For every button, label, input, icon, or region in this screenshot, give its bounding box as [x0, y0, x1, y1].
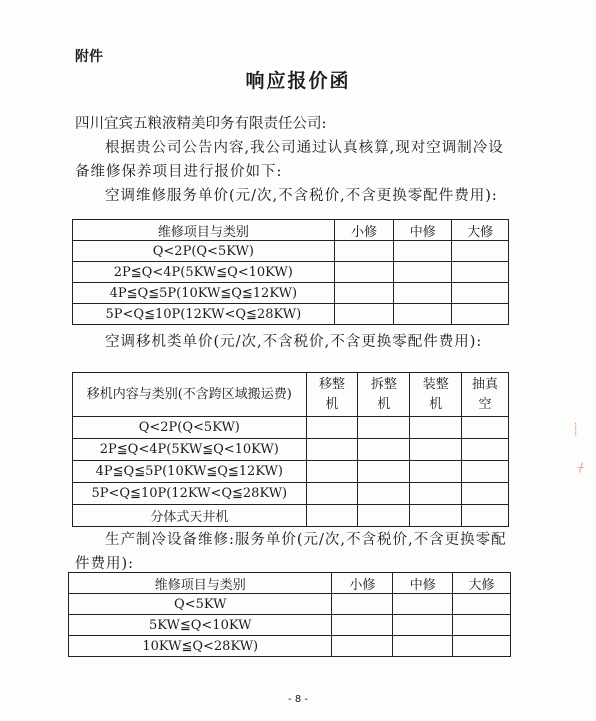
column-header: 维修项目与类别 [73, 220, 335, 241]
price-cell[interactable] [334, 304, 394, 325]
row-label: 5KW≦Q<10KW [69, 615, 332, 636]
price-cell[interactable] [334, 262, 394, 283]
table-row [69, 636, 511, 657]
table-row [73, 417, 509, 439]
price-cell[interactable] [452, 241, 509, 262]
section3-heading: 生产制冷设备维修:服务单价(元/次,不含税价,不含更换零配件费用): [75, 532, 507, 572]
price-cell[interactable] [306, 505, 358, 527]
table-row [69, 615, 511, 636]
row-label: 2P≦Q<4P(5KW≦Q<10KW) [73, 439, 307, 461]
row-label: Q<5KW [69, 594, 332, 615]
price-cell[interactable] [306, 483, 358, 505]
row-label: 2P≦Q<4P(5KW≦Q<10KW) [73, 262, 335, 283]
price-cell[interactable] [452, 283, 509, 304]
relocation-price-table [72, 372, 509, 527]
price-cell[interactable] [394, 304, 452, 325]
section2-heading: 空调移机类单价(元/次,不含税价,不含更换零配件费用): [105, 334, 483, 350]
production-repair-table [68, 572, 511, 657]
price-cell[interactable] [410, 505, 462, 527]
price-cell[interactable] [410, 483, 462, 505]
price-cell[interactable] [462, 461, 509, 483]
price-cell[interactable] [394, 241, 452, 262]
table-row [73, 483, 509, 505]
price-cell[interactable] [452, 304, 509, 325]
price-cell[interactable] [393, 594, 453, 615]
price-cell[interactable] [410, 439, 462, 461]
price-cell[interactable] [393, 615, 453, 636]
price-cell[interactable] [453, 594, 511, 615]
price-cell[interactable] [306, 461, 358, 483]
column-header: 移机内容与类别(不含跨区域搬运费) [73, 373, 307, 417]
table-row [73, 439, 509, 461]
repair-price-table [72, 219, 509, 325]
row-label: 10KW≦Q<28KW) [69, 636, 332, 657]
recipient-line: 四川宜宾五粮液精美印务有限责任公司: [75, 116, 327, 132]
seal-trace: ⸽ [574, 422, 578, 436]
table-row [69, 594, 511, 615]
row-label: 5P<Q≦10P(12KW<Q≦28KW) [73, 304, 335, 325]
price-cell[interactable] [358, 461, 410, 483]
price-cell[interactable] [462, 505, 509, 527]
price-cell[interactable] [393, 636, 453, 657]
row-label: 4P≦Q≦5P(10KW≦Q≦12KW) [73, 283, 335, 304]
price-cell[interactable] [452, 262, 509, 283]
table-header-row [73, 373, 509, 417]
table-row [73, 262, 509, 283]
price-cell[interactable] [332, 636, 393, 657]
page-title: 响应报价函 [245, 70, 351, 92]
price-cell[interactable] [394, 283, 452, 304]
row-label: Q<2P(Q<5KW) [73, 417, 307, 439]
price-cell[interactable] [358, 439, 410, 461]
row-label: Q<2P(Q<5KW) [73, 241, 335, 262]
column-header: 装整机 [410, 373, 462, 417]
price-cell[interactable] [410, 417, 462, 439]
seal-trace: ᚋ [578, 460, 584, 474]
price-cell[interactable] [332, 594, 393, 615]
column-header: 小修 [332, 573, 393, 594]
intro-paragraph: 根据贵公司公告内容,我公司通过认真核算,现对空调制冷设备维修保养项目进行报价如下: [75, 140, 504, 180]
table-row [73, 505, 509, 527]
table-row [73, 283, 509, 304]
attachment-label: 附件 [75, 49, 103, 65]
column-header: 拆整机 [358, 373, 410, 417]
column-header: 中修 [393, 573, 453, 594]
row-label: 分体式天井机 [73, 505, 307, 527]
column-header: 大修 [452, 220, 509, 241]
column-header: 中修 [394, 220, 452, 241]
table-row [73, 241, 509, 262]
table-row [73, 461, 509, 483]
column-header: 维修项目与类别 [69, 573, 332, 594]
price-cell[interactable] [358, 417, 410, 439]
price-cell[interactable] [358, 483, 410, 505]
column-header: 大修 [453, 573, 511, 594]
price-cell[interactable] [334, 241, 394, 262]
price-cell[interactable] [358, 505, 410, 527]
row-label: 5P<Q≦10P(12KW<Q≦28KW) [73, 483, 307, 505]
row-label: 4P≦Q≦5P(10KW≦Q≦12KW) [73, 461, 307, 483]
price-cell[interactable] [453, 636, 511, 657]
section1-heading: 空调维修服务单价(元/次,不含税价,不含更换零配件费用): [105, 188, 498, 204]
price-cell[interactable] [453, 615, 511, 636]
price-cell[interactable] [394, 262, 452, 283]
column-header: 抽真空 [462, 373, 509, 417]
table-header-row [73, 220, 509, 241]
page-number: - 8 - [288, 694, 308, 705]
price-cell[interactable] [462, 417, 509, 439]
price-cell[interactable] [332, 615, 393, 636]
price-cell[interactable] [334, 283, 394, 304]
table-header-row [69, 573, 511, 594]
price-cell[interactable] [410, 461, 462, 483]
price-cell[interactable] [462, 483, 509, 505]
column-header: 小修 [334, 220, 394, 241]
price-cell[interactable] [306, 417, 358, 439]
price-cell[interactable] [462, 439, 509, 461]
column-header: 移整机 [306, 373, 358, 417]
table-row [73, 304, 509, 325]
price-cell[interactable] [306, 439, 358, 461]
